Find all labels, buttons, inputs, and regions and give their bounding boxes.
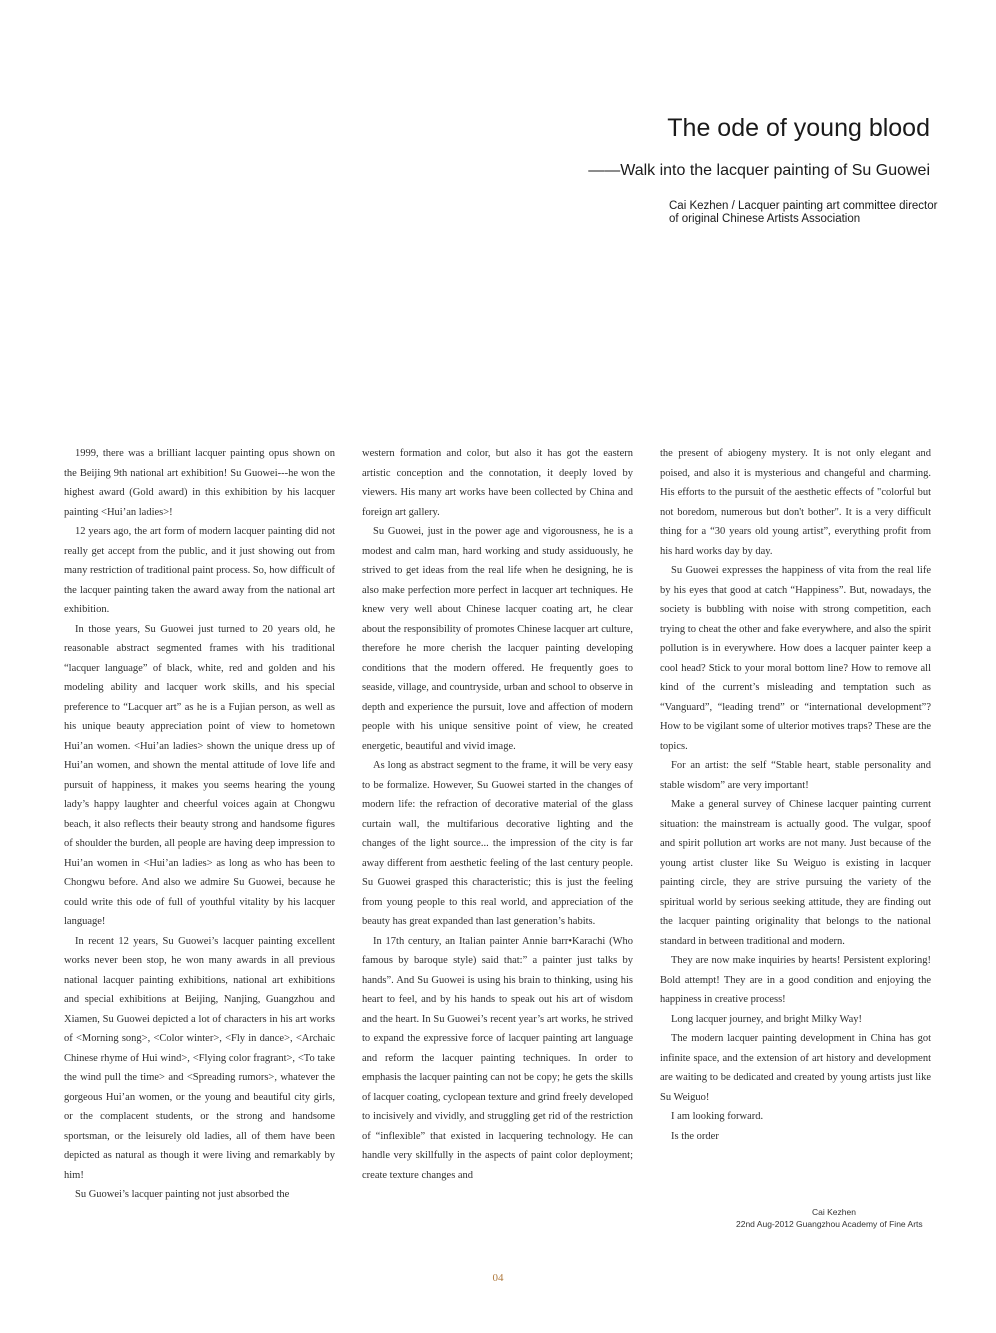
paragraph: 12 years ago, the art form of modern lacquer painting did not really get accept from the public, and it just showing out from many restriction of traditional paint process. So, how difficult of the lacquer painting taken the award away from the national art exhibition. xyxy=(64,526,335,615)
byline-line-1: Cai Kezhen / Lacquer painting art committee director xyxy=(669,200,938,212)
byline-line-2: of original Chinese Artists Association xyxy=(669,213,861,225)
text-column-2 xyxy=(362,444,633,1185)
paragraph: Long lacquer journey, and bright Milky Way! xyxy=(671,1013,863,1025)
paragraph: Is the order xyxy=(671,1130,719,1142)
paragraph: Su Guowei expresses the happiness of vita from the real life by his eyes that good at catch “Happiness”. But, nowadays, the society is bubbling with noise with strong competition, each trying to cheat the other and fake everywhere, and also the spirit pollution is in everywhere. How does a lacquer painter keep a cool head? Stick to your moral bottom line? How to remove all kind of the current’s misleading and temptation such as “Vanguard”, “leading trend” or “international development”? How to be vigilant some of ulterior motives traps? These are the topics. xyxy=(660,565,931,752)
paragraph: I am looking forward. xyxy=(671,1111,764,1122)
paragraph: Su Guowei, just in the power age and vigorousness, he is a modest and calm man, hard working and study assiduously, he strived to get ideas from the real life when he designing, he is also make perfection more perfect in lacquer art techniques. He knew very well about Chinese lacquer coating art, he clear about the responsibility of promotes Chinese lacquer art culture, therefore he more cherish the lacquer painting developing conditions that the modern offered. He frequently goes to seaside, village, and countryside, urban and school to observe in depth and experience the pursuit, love and affection of modern people with his unique sensitive point of view, he created energetic, beautiful and vivid image. xyxy=(362,526,633,752)
paragraph: 1999, there was a brilliant lacquer painting opus shown on the Beijing 9th national art exhibition! Su Guowei---he won the highest award (Gold award) in this exhibition by his lacquer painting <Hui’an ladies>! xyxy=(64,448,335,518)
paragraph: They are now make inquiries by hearts! Persistent exploring! Bold attempt! They are in a good condition and enjoying the happiness in creative process! xyxy=(660,955,931,1005)
paragraph: For an artist: the self “Stable heart, stable personality and stable wisdom” are very important! xyxy=(660,760,931,791)
paragraph: Su Guowei’s lacquer painting not just absorbed the xyxy=(75,1189,290,1200)
signature-date-place: 22nd Aug-2012 Guangzhou Academy of Fine Arts xyxy=(736,1219,923,1229)
paragraph: In recent 12 years, Su Guowei’s lacquer painting excellent works never been stop, he won many awards in all previous national lacquer painting exhibitions, national art exhibitions and special exhibitions at Beijing, Nanjing, Guangzhou and Xiamen, Su Guowei depicted a lot of characters in his art works of <Morning song>, <Color winter>, <Fly in dance>, <Archaic Chinese rhyme of Hui wind>, <Flying color fragrant>, <To take the wind pull the time> and <Spreading rumors>, whatever the gorgeous Hui’an women, or the young and beautiful city girls, or the complacent students, or the strong and handsome sportsman, or the leisurely old ladies, all of them have been depicted as natural as though it were living and remarkably by him! xyxy=(64,935,335,1181)
paragraph: western formation and color, but also it has got the eastern artistic conception and the connotation, it deeply loved by viewers. His many art works have been collected by China and foreign art gallery. xyxy=(362,448,633,518)
paragraph: In those years, Su Guowei just turned to 20 years old, he reasonable abstract segmented frames with his traditional “lacquer language” of black, white, red and golden and his modeling ability and lacquer work skills, and his special preference to “Lacquer art” as he is a Fujian person, as well as his unique beauty appreciation point of view to hometown Hui’an women. <Hui’an ladies> shown the unique dress up of Hui’an women, and shown the mental attitude of love life and pursuit of happiness, it makes you seems hearing the young lady’s happy laughter and cheerful voices again at Chongwu beach, it also reflects their beauty strong and handsome figures of shoulder the burden, all people are having deep impression to Hui’an women in <Hui’an ladies> as long as who has been to Chongwu before. And also we admire Su Guowei, because he could write this ode of full of youthful vitality by his lacquer language! xyxy=(64,623,335,927)
page-number: 04 xyxy=(492,1272,504,1284)
text-column-3 xyxy=(660,444,931,1146)
paragraph: In 17th century, an Italian painter Annie barr•Karachi (Who famous by baroque style) said that:” a painter just talks by hands”. And Su Guowei is using his brain to thinking, using his heart to feel, and by his hands to speak out his art of wisdom and the heart. In Su Guowei’s recent year’s art works, he strived to expand the expressive force of lacquer painting art language and reform the lacquer painting techniques. In order to emphasis the lacquer painting can not be copy; he gets the skills of lacquer coating, cyclopean texture and grind freely developed to incisively and vividly, and struggling get rid of the restriction of “inflexible” that existed in lacquering technology. He can handle very skillfully in the aspects of paint color deployment; create texture changes and xyxy=(362,935,633,1181)
text-column-1 xyxy=(64,444,335,1205)
paragraph: the present of abiogeny mystery. It is not only elegant and poised, and also it is mysterious and changeful and charming. His efforts to the pursuit of the aesthetic effects of "colorful but not boredom, numerous but don't bother". It is a very difficult thing for a “30 years old young artist”, everything profit from his hard works day by day. xyxy=(660,448,931,557)
author-byline xyxy=(669,200,949,226)
article-subtitle: ——Walk into the lacquer painting of Su Guowei xyxy=(588,162,930,179)
paragraph: The modern lacquer painting development in China has got infinite space, and the extension of art history and development are waiting to be dedicated and created by young artists just like Su Weiguo! xyxy=(660,1033,931,1103)
article-title: The ode of young blood xyxy=(667,114,930,142)
paragraph: Make a general survey of Chinese lacquer painting current situation: the mainstream is actually good. The vulgar, spoof and spirit pollution art works are not many. Just because of the young artist cluster like Su Weiguo is existing in lacquer painting circle, they are strive pursuing the variety of the spiritual world by serious seeking attitude, they are finding out the lacquer painting originality that belongs to the national standard in between traditional and modern. xyxy=(660,799,931,947)
signature-name: Cai Kezhen xyxy=(812,1207,856,1217)
signature-block xyxy=(736,1206,936,1230)
paragraph: As long as abstract segment to the frame, it will be very easy to be formalize. However, Su Guowei started in the changes of modern life: the refraction of decorative material of the glass curtain wall, the multifarious decorative lighting and the changes of the light source... the impression of the city is far away different from aesthetic feeling of the last century people. Su Guowei grasped this characteristic; this is just the feeling from young people to this real world, and appreciation of the beauty has great expanded than last generation’s habits. xyxy=(362,760,633,927)
